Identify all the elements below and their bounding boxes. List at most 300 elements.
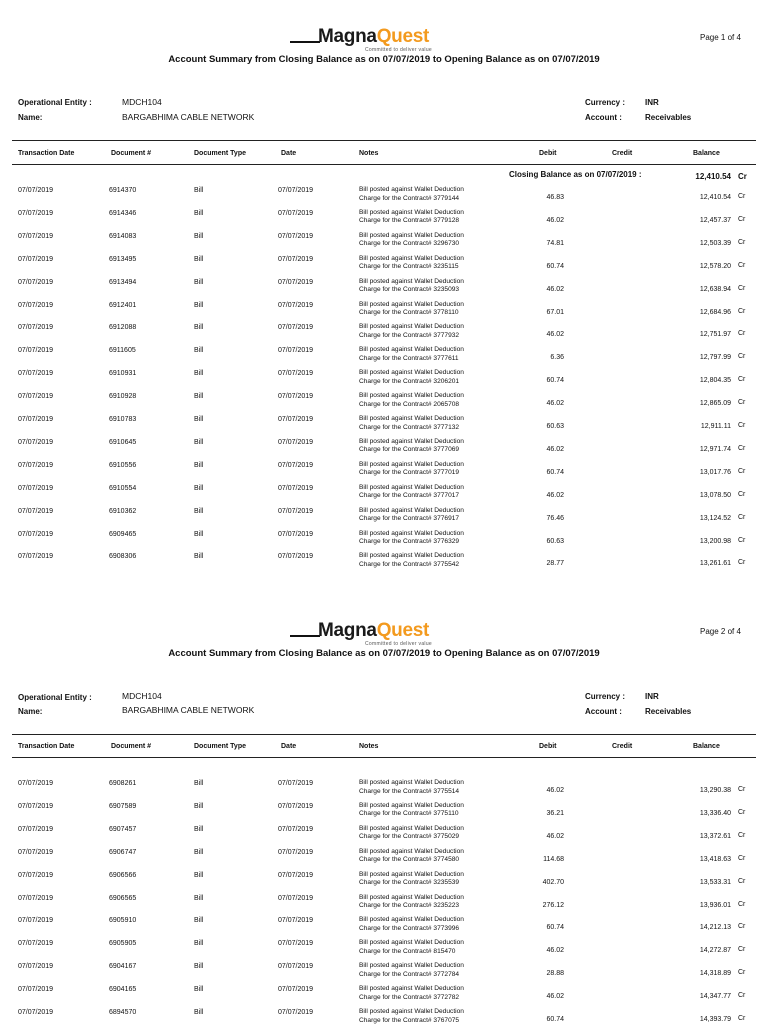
cell-document-number: 6912401 [109,301,137,309]
cell-date: 07/07/2019 [278,187,314,194]
cell-debit: 67.01 [546,308,564,316]
note-line-2: Charge for the Contract# 3777017 [359,492,460,500]
note-line-2: Charge for the Contract# 3777611 [359,354,459,362]
note-line-1: Bill posted against Wallet Deduction [359,277,464,285]
cell-document-number: 6911605 [109,347,136,355]
cell-document-number: 6910554 [109,484,137,492]
cell-date: 07/07/2019 [278,530,314,538]
cell-balance-cr: Cr [738,854,746,862]
note-line-1: Bill posted against Wallet Deduction [359,369,464,377]
cell-transaction-date: 07/07/2019 [18,507,54,515]
cell-debit: 46.02 [546,445,564,453]
cell-transaction-date: 07/07/2019 [18,393,54,401]
name-label: Name: [18,113,43,122]
cell-document-number: 6906747 [109,848,137,856]
col-balance: Balance [693,743,720,750]
cell-document-number: 6904167 [109,963,137,971]
cell-document-type: Bill [194,278,204,286]
report-title: Account Summary from Closing Balance as on 07/07/2019 to Opening Balance as on 07/07/2019 [168,648,600,659]
cell-document-number: 6914346 [109,209,137,217]
cell-date: 07/07/2019 [278,278,314,286]
note-line-1: Bill posted against Wallet Deduction [359,801,464,809]
note-line-1: Bill posted against Wallet Deduction [359,847,464,855]
note-line-1: Bill posted against Wallet Deduction [359,870,464,878]
entity-value: MDCH104 [122,97,162,107]
cell-balance-cr: Cr [738,284,746,292]
report-title: Account Summary from Closing Balance as on 07/07/2019 to Opening Balance as on 07/07/2019 [168,54,600,65]
table-row [0,253,768,276]
note-line-1: Bill posted against Wallet Deduction [359,506,464,514]
table-row [0,1006,768,1029]
logo-text-magna: Magna [318,26,377,47]
cell-balance: 13,418.63 [699,855,731,863]
cell-date: 07/07/2019 [278,370,314,378]
cell-document-number: 6905910 [109,917,137,925]
cell-date: 07/07/2019 [278,825,314,833]
cell-document-number: 6910931 [109,370,137,378]
cell-transaction-date: 07/07/2019 [18,780,54,787]
table-row [0,436,768,459]
note-line-2: Charge for the Contract# 3776329 [359,538,460,546]
note-line-2: Charge for the Contract# 815470 [359,947,456,955]
cell-debit: 46.02 [546,285,564,293]
cell-balance-cr: Cr [738,513,746,521]
table-row [0,777,768,800]
cell-transaction-date: 07/07/2019 [18,278,54,286]
cell-transaction-date: 07/07/2019 [18,986,54,994]
name-value: BARGABHIMA CABLE NETWORK [122,112,255,122]
note-line-1: Bill posted against Wallet Deduction [359,916,464,924]
cell-balance-cr: Cr [738,215,746,223]
closing-balance-cr: Cr [738,172,747,181]
note-line-2: Charge for the Contract# 3779144 [359,194,460,202]
table-row [0,184,768,207]
header-rule-top [12,734,756,735]
cell-document-type: Bill [194,1009,204,1016]
cell-date: 07/07/2019 [278,848,314,856]
cell-date: 07/07/2019 [278,894,314,902]
cell-document-type: Bill [194,324,204,332]
cell-balance: 12,971.74 [699,445,731,453]
cell-document-type: Bill [194,484,204,492]
cell-balance-cr: Cr [738,490,746,498]
cell-document-number: 6905905 [109,940,137,948]
cell-debit: 74.81 [546,239,564,247]
cell-document-type: Bill [194,301,204,309]
cell-balance: 13,336.40 [699,809,731,817]
account-label: Account : [585,113,622,122]
cell-transaction-date: 07/07/2019 [18,894,54,902]
cell-document-type: Bill [194,255,204,263]
table-row [0,846,768,869]
col-transaction-date: Transaction Date [18,743,75,750]
cell-document-number: 6914370 [109,187,137,194]
cell-balance: 12,503.39 [699,239,731,247]
note-line-1: Bill posted against Wallet Deduction [359,208,464,216]
cell-balance: 12,638.94 [699,285,731,293]
cell-document-type: Bill [194,848,204,856]
note-line-1: Bill posted against Wallet Deduction [359,552,464,560]
note-line-2: Charge for the Contract# 3235093 [359,286,460,294]
cell-transaction-date: 07/07/2019 [18,530,54,538]
note-line-1: Bill posted against Wallet Deduction [359,779,464,786]
currency-value: INR [645,692,659,701]
cell-document-type: Bill [194,187,204,194]
cell-transaction-date: 07/07/2019 [18,416,54,423]
cell-date: 07/07/2019 [278,940,314,948]
col-notes: Notes [359,743,379,750]
cell-balance-cr: Cr [738,786,746,793]
cell-date: 07/07/2019 [278,871,314,879]
cell-document-number: 6910928 [109,393,137,401]
cell-balance-cr: Cr [738,992,746,1000]
cell-balance: 13,936.01 [699,901,731,909]
note-line-2: Charge for the Contract# 3235223 [359,902,460,910]
cell-document-number: 6913495 [109,255,137,263]
cell-date: 07/07/2019 [278,416,314,423]
cell-transaction-date: 07/07/2019 [18,187,54,194]
note-line-1: Bill posted against Wallet Deduction [359,231,464,239]
col-document-number: Document # [111,150,152,157]
col-balance: Balance [693,150,720,157]
cell-date: 07/07/2019 [278,917,314,925]
cell-document-number: 6914083 [109,232,137,240]
entity-value: MDCH104 [122,691,162,701]
col-document-type: Document Type [194,743,246,750]
cell-debit: 28.77 [546,560,564,568]
cell-transaction-date: 07/07/2019 [18,461,54,469]
logo-text-quest: Quest [376,26,430,47]
cell-document-type: Bill [194,940,204,948]
cell-debit: 6.36 [550,354,564,362]
cell-date: 07/07/2019 [278,1009,314,1016]
cell-document-type: Bill [194,986,204,994]
note-line-2: Charge for the Contract# 3778110 [359,309,459,317]
table-row [0,960,768,983]
note-line-1: Bill posted against Wallet Deduction [359,254,464,262]
cell-balance-cr: Cr [738,376,746,384]
note-line-1: Bill posted against Wallet Deduction [359,186,464,193]
cell-date: 07/07/2019 [278,484,314,492]
note-line-2: Charge for the Contract# 3206201 [359,377,460,385]
table-row [0,482,768,505]
logo-tagline: Committed to deliver value [365,47,432,53]
cell-transaction-date: 07/07/2019 [18,370,54,378]
header-rule-top [12,140,756,141]
cell-debit: 46.02 [546,331,564,339]
cell-transaction-date: 07/07/2019 [18,553,54,561]
cell-balance: 12,911.11 [700,423,731,430]
cell-balance: 13,200.98 [699,537,731,545]
cell-balance-cr: Cr [738,307,746,315]
cell-document-type: Bill [194,370,204,378]
cell-document-type: Bill [194,802,204,810]
note-line-2: Charge for the Contract# 3777132 [359,423,460,431]
logo-text-magna: Magna [318,620,377,641]
currency-value: INR [645,98,659,107]
table-row [0,390,768,413]
currency-label: Currency : [585,98,626,107]
entity-label: Operational Entity : [18,693,92,702]
note-line-2: Charge for the Contract# 3775110 [359,810,459,818]
logo-rule [290,635,320,637]
note-line-1: Bill posted against Wallet Deduction [359,323,464,331]
note-line-2: Charge for the Contract# 3767075 [359,1016,460,1024]
table-row [0,937,768,960]
col-debit: Debit [539,150,557,157]
table-row [0,528,768,551]
note-line-2: Charge for the Contract# 3775029 [359,833,460,841]
cell-debit: 60.74 [546,1016,564,1023]
note-line-2: Charge for the Contract# 3777932 [359,331,460,339]
note-line-1: Bill posted against Wallet Deduction [359,962,464,970]
account-value: Receivables [645,113,692,122]
cell-date: 07/07/2019 [278,209,314,217]
cell-document-number: 6906566 [109,871,137,879]
cell-document-number: 6908261 [109,780,137,787]
cell-date: 07/07/2019 [278,301,314,309]
cell-document-type: Bill [194,780,204,787]
cell-debit: 28.88 [546,970,564,978]
note-line-2: Charge for the Contract# 3779128 [359,217,460,225]
cell-document-number: 6908306 [109,553,137,561]
cell-document-number: 6894570 [109,1009,137,1016]
magnaquest-logo [290,28,474,52]
col-transaction-date: Transaction Date [18,150,75,157]
cell-debit: 46.02 [546,216,564,224]
header-rule-bottom [12,164,756,165]
name-label: Name: [18,707,43,716]
cell-document-type: Bill [194,871,204,879]
cell-balance-cr: Cr [738,969,746,977]
cell-transaction-date: 07/07/2019 [18,324,54,332]
cell-transaction-date: 07/07/2019 [18,940,54,948]
header-rule-bottom [12,757,756,758]
note-line-1: Bill posted against Wallet Deduction [359,1008,464,1015]
table-row [0,505,768,528]
note-line-1: Bill posted against Wallet Deduction [359,985,464,993]
note-line-2: Charge for the Contract# 3773996 [359,924,460,932]
table-row [0,550,768,573]
cell-document-number: 6906565 [109,894,137,902]
cell-balance-cr: Cr [738,422,746,429]
table-row [0,299,768,322]
cell-date: 07/07/2019 [278,347,314,355]
logo-tagline: Committed to deliver value [365,641,432,647]
page-number: Page 1 of 4 [700,33,741,42]
cell-document-type: Bill [194,393,204,401]
note-line-1: Bill posted against Wallet Deduction [359,893,464,901]
cell-transaction-date: 07/07/2019 [18,209,54,217]
cell-date: 07/07/2019 [278,393,314,401]
cell-transaction-date: 07/07/2019 [18,848,54,856]
cell-balance: 14,272.87 [699,947,731,955]
cell-balance: 13,290.38 [699,787,731,794]
table-row [0,914,768,937]
account-label: Account : [585,707,622,716]
cell-document-number: 6910362 [109,507,137,515]
note-line-2: Charge for the Contract# 3772784 [359,970,460,978]
cell-balance-cr: Cr [738,808,746,816]
cell-balance-cr: Cr [738,353,746,361]
cell-debit: 46.02 [546,832,564,840]
cell-document-type: Bill [194,209,204,217]
cell-balance-cr: Cr [738,831,746,839]
logo-wordmark [318,620,429,642]
note-line-2: Charge for the Contract# 3235115 [359,263,459,271]
table-row [0,800,768,823]
cell-balance-cr: Cr [738,946,746,954]
cell-transaction-date: 07/07/2019 [18,438,54,446]
cell-balance-cr: Cr [738,900,746,908]
cell-debit: 60.63 [546,423,564,430]
cell-debit: 60.74 [546,262,564,270]
cell-document-type: Bill [194,825,204,833]
cell-balance-cr: Cr [738,444,746,452]
cell-transaction-date: 07/07/2019 [18,917,54,925]
cell-transaction-date: 07/07/2019 [18,484,54,492]
cell-document-type: Bill [194,530,204,538]
cell-balance-cr: Cr [738,399,746,407]
cell-transaction-date: 07/07/2019 [18,871,54,879]
note-line-1: Bill posted against Wallet Deduction [359,529,464,537]
cell-date: 07/07/2019 [278,802,314,810]
col-document-number: Document # [111,743,152,750]
cell-balance: 12,797.99 [699,354,731,362]
cell-date: 07/07/2019 [278,232,314,240]
cell-balance: 12,410.54 [699,194,731,201]
cell-balance: 14,347.77 [699,993,731,1001]
cell-balance: 14,393.79 [699,1016,731,1023]
cell-balance-cr: Cr [738,467,746,475]
cell-document-number: 6912088 [109,324,137,332]
table-row [0,892,768,915]
closing-balance-label: Closing Balance as on 07/07/2019 : [509,170,642,179]
cell-document-number: 6910556 [109,461,137,469]
table-row [0,321,768,344]
cell-date: 07/07/2019 [278,324,314,332]
cell-balance-cr: Cr [738,193,746,200]
cell-transaction-date: 07/07/2019 [18,963,54,971]
cell-date: 07/07/2019 [278,986,314,994]
note-line-1: Bill posted against Wallet Deduction [359,824,464,832]
cell-date: 07/07/2019 [278,461,314,469]
cell-debit: 46.02 [546,947,564,955]
cell-document-type: Bill [194,553,204,561]
cell-debit: 276.12 [542,901,564,909]
cell-balance: 13,017.76 [699,468,731,476]
cell-document-type: Bill [194,917,204,925]
cell-debit: 60.63 [546,537,564,545]
cell-debit: 46.02 [546,993,564,1001]
note-line-2: Charge for the Contract# 3775542 [359,560,460,568]
cell-document-type: Bill [194,963,204,971]
cell-balance-cr: Cr [738,536,746,544]
cell-debit: 402.70 [542,878,564,886]
cell-document-type: Bill [194,232,204,240]
table-row [0,230,768,253]
cell-document-number: 6907589 [109,802,137,810]
table-row [0,983,768,1006]
table-row [0,459,768,482]
cell-document-type: Bill [194,894,204,902]
cell-transaction-date: 07/07/2019 [18,301,54,309]
table-row [0,207,768,230]
note-line-1: Bill posted against Wallet Deduction [359,460,464,468]
cell-balance: 13,078.50 [699,491,731,499]
cell-balance: 12,457.37 [699,216,731,224]
col-date: Date [281,150,297,157]
cell-document-type: Bill [194,438,204,446]
table-row [0,344,768,367]
col-credit: Credit [612,743,633,750]
cell-balance: 12,684.96 [699,308,731,316]
cell-date: 07/07/2019 [278,780,314,787]
cell-date: 07/07/2019 [278,963,314,971]
note-line-1: Bill posted against Wallet Deduction [359,939,464,947]
note-line-2: Charge for the Contract# 3777069 [359,446,460,454]
cell-date: 07/07/2019 [278,553,314,561]
note-line-2: Charge for the Contract# 3772782 [359,993,460,1001]
entity-label: Operational Entity : [18,98,92,107]
col-document-type: Document Type [194,150,246,157]
cell-balance-cr: Cr [738,877,746,885]
cell-balance: 14,318.89 [699,970,731,978]
note-line-1: Bill posted against Wallet Deduction [359,346,464,354]
col-credit: Credit [612,150,633,157]
table-row [0,367,768,390]
cell-document-number: 6907457 [109,825,137,833]
cell-balance: 14,212.13 [699,924,731,932]
table-row [0,869,768,892]
cell-date: 07/07/2019 [278,507,314,515]
cell-debit: 60.74 [546,924,564,932]
note-line-1: Bill posted against Wallet Deduction [359,392,464,400]
table-row [0,276,768,299]
note-line-1: Bill posted against Wallet Deduction [359,437,464,445]
cell-balance: 12,751.97 [699,331,731,339]
cell-balance-cr: Cr [738,238,746,246]
cell-document-type: Bill [194,416,204,423]
cell-balance-cr: Cr [738,261,746,269]
report-page-2 [0,596,768,1024]
cell-debit: 46.02 [546,491,564,499]
currency-label: Currency : [585,692,626,701]
note-line-2: Charge for the Contract# 3777019 [359,469,460,477]
cell-balance: 13,261.61 [699,560,731,568]
magnaquest-logo [290,622,474,646]
page-number: Page 2 of 4 [700,627,741,636]
note-line-2: Charge for the Contract# 3296730 [359,240,460,248]
cell-transaction-date: 07/07/2019 [18,347,54,355]
cell-transaction-date: 07/07/2019 [18,825,54,833]
cell-debit: 60.74 [546,468,564,476]
logo-wordmark [318,26,429,48]
cell-balance: 13,533.31 [699,878,731,886]
cell-balance: 12,578.20 [699,262,731,270]
cell-transaction-date: 07/07/2019 [18,802,54,810]
table-row [0,823,768,846]
note-line-2: Charge for the Contract# 3776917 [359,515,460,523]
cell-document-number: 6904165 [109,986,137,994]
cell-balance-cr: Cr [738,330,746,338]
name-value: BARGABHIMA CABLE NETWORK [122,705,255,715]
note-line-1: Bill posted against Wallet Deduction [359,415,464,422]
cell-balance-cr: Cr [738,923,746,931]
cell-balance: 12,865.09 [699,400,731,408]
cell-balance-cr: Cr [738,1015,746,1022]
cell-date: 07/07/2019 [278,438,314,446]
